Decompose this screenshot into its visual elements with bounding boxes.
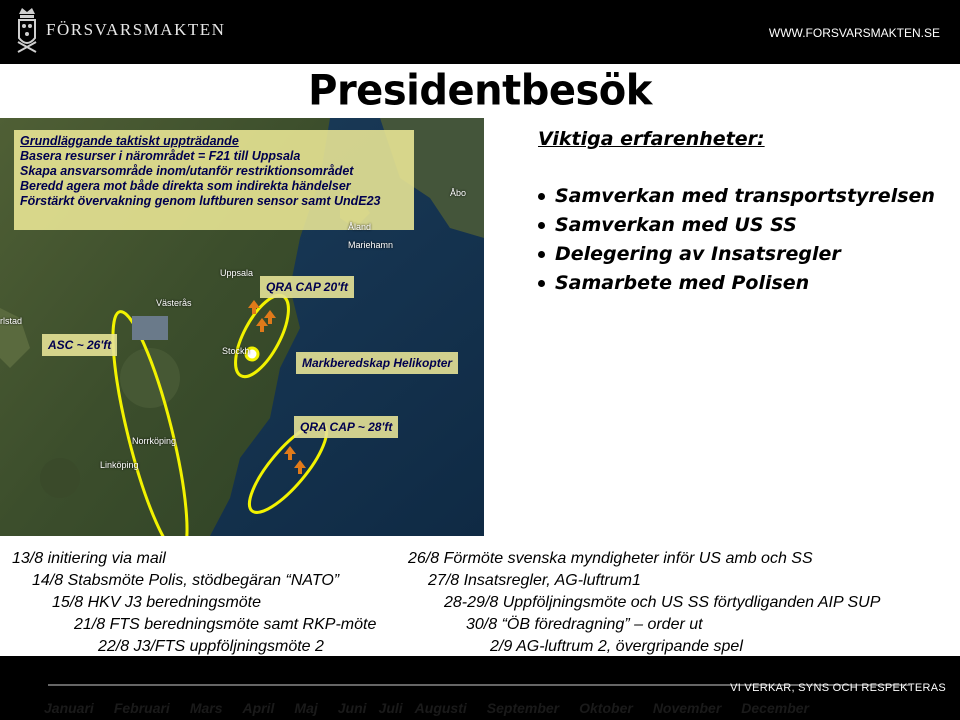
tactics-line: Beredd agera mot både direkta som indirekta händelser — [20, 179, 351, 193]
list-item-text: Delegering av Insatsregler — [555, 243, 841, 265]
month-label: November — [652, 700, 722, 716]
slide-area — [0, 64, 960, 656]
place-vasteras: Västerås — [156, 298, 192, 308]
aircraft-photo-thumb — [132, 316, 168, 340]
experiences-title: Viktiga erfarenheter: — [538, 128, 765, 150]
timeline-entry: 22/8 J3/FTS uppföljningsmöte 2 — [98, 638, 324, 655]
timeline-entry: 13/8 initiering via mail — [12, 550, 166, 567]
list-item-text: Samverkan med US SS — [555, 214, 797, 236]
list-item — [538, 211, 935, 240]
month-label: Juni — [337, 700, 367, 716]
bullet-icon — [538, 251, 545, 258]
month-label: Mars — [189, 700, 223, 716]
place-mariehamn: Mariehamn — [348, 240, 394, 250]
crown-crest-icon — [14, 4, 40, 60]
tactics-line: Basera resurser i närområdet = F21 till Uppsala — [20, 149, 301, 163]
list-item-text: Samverkan med transportstyrelsen — [555, 185, 935, 207]
month-label: Augusti — [414, 700, 467, 716]
page-title: Presidentbesök — [308, 66, 652, 116]
list-item — [538, 182, 935, 211]
list-item-text: Samarbete med Polisen — [555, 272, 810, 294]
place-aland: Åland — [348, 222, 372, 232]
header-bar — [0, 0, 960, 64]
timeline-entry: 28-29/8 Uppföljningsmöte och US SS förtydliganden AIP SUP — [444, 594, 881, 611]
website-url[interactable]: WWW.FORSVARSMAKTEN.SE — [768, 26, 940, 40]
tactics-box — [14, 130, 414, 230]
month-label: Oktober — [579, 700, 633, 716]
qra-cap-20-label: QRA CAP 20'ft — [260, 276, 354, 298]
markberedskap-label: Markberedskap Helikopter — [296, 352, 458, 374]
month-label: December — [741, 700, 809, 716]
brand-name: FÖRSVARSMAKTEN — [46, 20, 226, 39]
tactics-heading: Grundläggande taktiskt uppträdande — [20, 134, 239, 148]
tactics-line: Förstärkt övervakning genom luftburen sensor samt UndE23 — [20, 194, 381, 208]
timeline-entry: 26/8 Förmöte svenska myndigheter inför US amb och SS — [408, 550, 813, 567]
month-label: Maj — [294, 700, 318, 716]
satellite-map — [0, 118, 484, 536]
place-norrkoping: Norrköping — [132, 436, 177, 446]
place-stockholm: Stockh — [222, 346, 250, 356]
month-label: September — [486, 700, 560, 716]
bullet-icon — [538, 193, 545, 200]
month-label: Februari — [113, 700, 170, 716]
timeline-entry: 27/8 Insatsregler, AG-luftrum1 — [428, 572, 641, 589]
list-item — [538, 269, 935, 298]
timeline-entry: 30/8 “ÖB föredragning” – order ut — [466, 616, 703, 633]
list-item — [538, 240, 935, 269]
experiences-list — [538, 182, 935, 298]
place-uppsala: Uppsala — [220, 268, 254, 278]
timeline-entry: 2/9 AG-luftrum 2, övergripande spel — [490, 638, 743, 655]
month-label: Juli — [378, 700, 403, 716]
month-label: April — [242, 700, 275, 716]
month-bar — [44, 700, 829, 716]
footer-tagline: VI VERKAR, SYNS OCH RESPEKTERAS — [730, 682, 946, 694]
bullet-icon — [538, 280, 545, 287]
bullet-icon — [538, 222, 545, 229]
asc-label: ASC ~ 26'ft — [42, 334, 117, 356]
qra-cap-28-label: QRA CAP ~ 28'ft — [294, 416, 398, 438]
month-label: Januari — [44, 700, 94, 716]
place-abo: Åbo — [450, 188, 467, 198]
tactics-line: Skapa ansvarsområde inom/utanför restriktionsområdet — [20, 164, 354, 178]
place-karlstad: rlstad — [0, 316, 23, 326]
place-linkoping: Linköping — [100, 460, 139, 470]
timeline-entry: 15/8 HKV J3 beredningsmöte — [52, 594, 262, 611]
timeline-entry: 21/8 FTS beredningsmöte samt RKP-möte — [74, 616, 377, 633]
timeline-entry: 14/8 Stabsmöte Polis, stödbegäran “NATO” — [32, 572, 340, 589]
